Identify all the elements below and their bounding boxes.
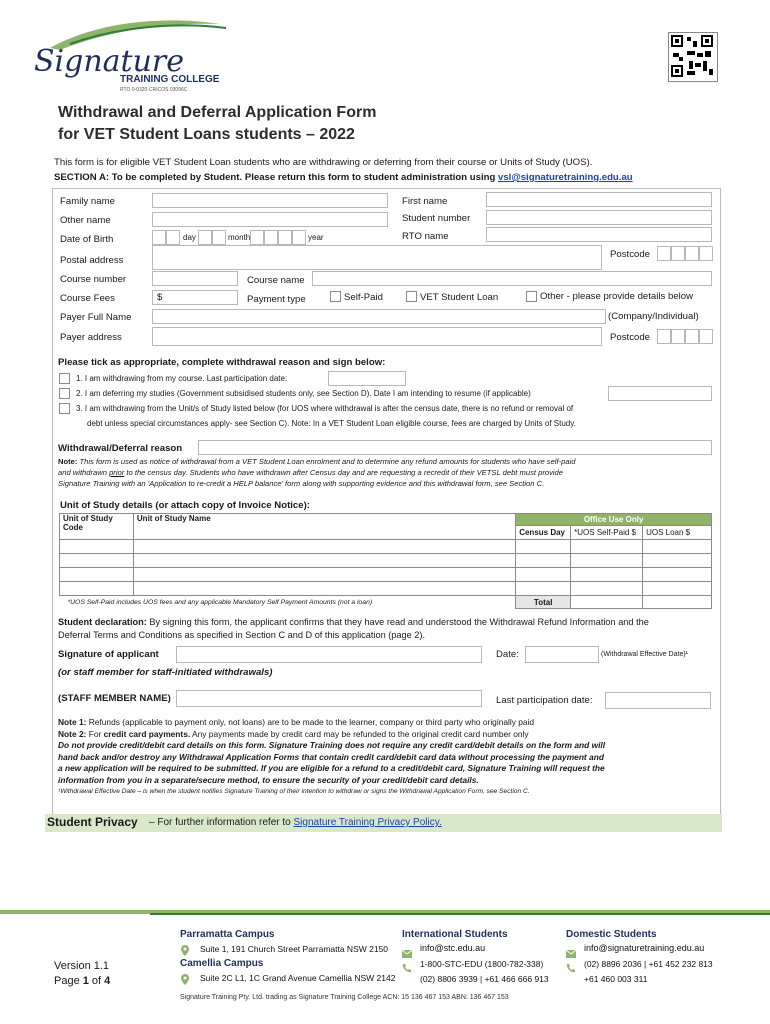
uos-row[interactable] [60,554,712,568]
other-payment-checkbox[interactable] [526,291,537,302]
payer-full-name-field[interactable] [152,309,606,324]
intl-email[interactable]: info@stc.edu.au [420,943,486,953]
dob-month-field-2[interactable] [212,230,226,245]
dob-day-label: day [183,233,196,242]
logo-brand: Signature [34,44,185,79]
note2-label: Note 2: [58,728,87,739]
dob-year-field-2[interactable] [264,230,278,245]
reason-note-prior: prior [109,468,125,477]
domestic-phone-2: +61 460 003 311 [584,974,648,984]
reason-note-line1: This form is used as notice of withdrawal from a VET Student Loan enrolment and to determine any refund amounts for students who have self-paid [77,457,576,466]
page-total: 4 [104,975,111,987]
staff-member-name-field[interactable] [176,690,482,707]
payment-type-label: Payment type [247,294,306,305]
course-name-field[interactable] [312,271,712,286]
census-day-header: Census Day [516,526,571,540]
dob-year-field-3[interactable] [278,230,292,245]
intl-phone: 1-800-STC-EDU (1800-782-338) [420,959,544,969]
note1-text: Refunds (applicable to payment only, not loans) are to be made to the learner, company or third party who originally paid [86,717,535,727]
uos-total-label: Total [516,596,571,609]
reason-note-line3: Signature Training with an 'Application to re-credit a HELP balance' form along with supporting evidence and this withdrawal form, see Section C. [58,479,545,488]
postal-address-field[interactable] [152,245,602,270]
uos-col-code: Unit of Study Code [60,514,134,540]
dollar-sign: $ [157,292,163,303]
privacy-label: Student Privacy [47,815,138,829]
payer-address-label: Payer address [60,332,122,343]
signature-label: Signature of applicant [58,649,159,660]
declaration [58,616,649,642]
logo [30,14,230,94]
student-number-label: Student number [402,213,471,224]
privacy-policy-link[interactable]: Signature Training Privacy Policy. [293,817,442,828]
dob-month-field-1[interactable] [198,230,212,245]
form-title-line2: for VET Student Loans students – 2022 [58,126,355,143]
self-paid-checkbox[interactable] [330,291,341,302]
postcode-field-2[interactable] [671,246,685,261]
first-name-label: First name [402,196,448,207]
family-name-label: Family name [60,196,115,207]
last-participation-field[interactable] [328,371,406,386]
uos-table [59,513,712,609]
postcode-field-4[interactable] [699,246,713,261]
withdraw-course-label: 1. I am withdrawing from my course. Last participation date: [76,374,288,383]
note2-text-a: For [86,728,104,739]
page-of: of [88,975,105,987]
signature-field[interactable] [176,646,482,663]
intl-heading: International Students [402,929,508,940]
student-number-field[interactable] [486,210,712,225]
uos-col-name: Unit of Study Name [133,514,515,540]
uos-row[interactable] [60,540,712,554]
reason-note-label: Note: [58,457,78,466]
company-individual-label: (Company/Individual) [608,311,699,322]
postal-address-label: Postal address [60,255,124,266]
uos-total-self-paid[interactable] [571,596,643,609]
withdraw-course-checkbox[interactable] [59,373,70,384]
declaration-text-2: Deferral Terms and Conditions as specified in Section C and D of this application (page 2). [58,630,426,640]
card-warning-3: a new application will be required to be submitted. If you are eligible for a refund to a credit/debit card, Signature Training will request the [58,763,605,773]
domestic-phone: (02) 8896 2036 | +61 452 232 813 [584,959,713,969]
course-name-label: Course name [247,275,305,286]
reason-field[interactable] [198,440,712,455]
withdraw-uos-checkbox[interactable] [59,403,70,414]
card-warning-2: hand back and/or destroy any Withdrawal Application Forms that contain credit card/debit card data without processing the payment and [58,751,604,762]
staff-note: (or staff member for staff-initiated withdrawals) [58,667,273,678]
parramatta-heading: Parramatta Campus [180,929,275,940]
notes [58,717,605,798]
staff-member-name-label: (STAFF MEMBER NAME) [58,693,171,704]
payer-postcode-field-2[interactable] [671,329,685,344]
course-number-field[interactable] [152,271,238,286]
withdraw-uos-label-1: 3. I am withdrawing from the Unit/s of Study listed below (for UOS where withdrawal is after the census date, there is no refund or removal of [76,404,574,413]
postcode-label: Postcode [610,249,651,260]
qr-code-icon [669,33,715,79]
uos-total-loan[interactable] [643,596,712,609]
effective-date-field[interactable] [525,646,599,663]
reason-note-line2c: to the census day. Students who have withdrawn after Census day and are requesting a recredit of their VETSL debt must provide [124,468,563,477]
dob-label: Date of Birth [60,234,114,245]
domestic-heading: Domestic Students [566,929,657,940]
section-a-label: SECTION A: To be completed by Student. Please return this form to student administration using [54,172,499,183]
course-fees-field[interactable] [152,290,238,305]
reason-label: Withdrawal/Deferral reason [58,443,183,454]
rto-name-field[interactable] [486,227,712,242]
intro-text: This form is for eligible VET Student Loan students who are withdrawing or deferring from their course or Units of Study (UOS). [54,157,593,168]
first-name-field[interactable] [486,192,712,207]
privacy-text: – For further information refer to [149,817,294,828]
payer-postcode-field-4[interactable] [699,329,713,344]
rto-name-label: RTO name [402,231,449,242]
payer-postcode-field-3[interactable] [685,329,699,344]
declaration-text-1: By signing this form, the applicant confirms that they have read and understood the Withdrawal Refund Information and the [146,617,649,627]
page-current: 1 [82,975,89,987]
defer-studies-checkbox[interactable] [59,388,70,399]
section-a-text [54,172,633,183]
reason-note [58,456,575,489]
footer-line-dark [150,913,770,915]
qr-code [668,32,718,82]
uos-self-paid-header: *UOS Self-Paid $ [571,526,643,540]
vet-student-loan-label: VET Student Loan [420,292,499,303]
vet-student-loan-checkbox[interactable] [406,291,417,302]
withdraw-uos-label-2: debt unless special circumstances apply- see Section C). Note: In a VET Student Loan eligible course, fees are charged by Units of Study. [87,419,576,428]
note1-label: Note 1: [58,717,87,727]
other-name-field[interactable] [152,212,388,227]
version-label: Version 1.1 [54,960,110,972]
other-payment-label: Other - please provide details below [540,291,694,302]
uos-loan-header: UOS Loan $ [643,526,712,540]
phone-icon [566,960,575,978]
card-warning-1: Do not provide credit/debit card details on this form. Signature Training does not require any credit card/debit details on the form and will [58,740,606,750]
privacy-bar [45,814,722,832]
logo-rto: RTO 0-0320·CRICOS 03096C [120,87,188,93]
last-participation-date-field[interactable] [605,692,711,709]
dob-year-field-4[interactable] [292,230,306,245]
last-participation-date-label: Last participation date: [496,695,593,706]
location-pin-icon [181,972,189,990]
date-label: Date: [496,649,519,660]
logo-subbrand: TRAINING COLLEGE [120,74,220,85]
uos-row[interactable] [60,582,712,596]
reason-note-line2a: and withdrawn [58,468,110,477]
payer-address-field[interactable] [152,327,602,346]
defer-studies-label: 2. I am deferring my studies (Government subsidised students only, see Section D). Date I am intending to resume (if applicable) [76,389,531,398]
uos-heading: Unit of Study details (or attach copy of Invoice Notice): [60,500,310,511]
dob-month-label: month [228,233,251,242]
office-use-header: Office Use Only [516,514,712,526]
dob-year-label: year [308,233,324,242]
declaration-label: Student declaration: [58,617,147,627]
tick-heading: Please tick as appropriate, complete withdrawal reason and sign below: [58,357,386,368]
family-name-field[interactable] [152,193,388,208]
privacy-text-wrap [149,817,442,828]
course-fees-label: Course Fees [60,293,115,304]
dob-year-field-1[interactable] [250,230,264,245]
payer-postcode-label: Postcode [610,332,651,343]
uos-row[interactable] [60,568,712,582]
domestic-email[interactable]: info@signaturetraining.edu.au [584,943,705,953]
payer-full-name-label: Payer Full Name [60,312,132,323]
note2-text-b: credit card payments. [103,728,191,739]
camellia-address: Suite 2C L1, 1C Grand Avenue Camellia NSW 2142 [200,973,396,983]
card-warning-4: information from you in a separate/secure method, to ensure the security of your credit/debit card details. [58,774,479,785]
effective-date-footnote: ¹Withdrawal Effective Date – is when the student notifies Signature Training of their intention to withdraw or signs the Withdrawal Application Form, see Section C. [58,788,530,795]
postcode-field-1[interactable] [657,246,671,261]
camellia-heading: Camellia Campus [180,958,264,969]
self-paid-label: Self-Paid [344,292,383,303]
legal-line: Signature Training Pty. Ltd. trading as Signature Training College ACN: 15 136 467 153 ABN: 136 467 153 [180,994,509,1001]
phone-icon [402,960,411,978]
payer-postcode-field-1[interactable] [657,329,671,344]
resume-date-field[interactable] [608,386,712,401]
parramatta-address: Suite 1, 191 Church Street Parramatta NSW 2150 [200,944,389,954]
effective-date-label: (Withdrawal Effective Date)¹ [601,651,689,658]
course-number-label: Course number [60,274,127,285]
page-number [54,975,110,987]
admin-email-link[interactable]: vsl@signaturetraining.edu.au [498,172,633,183]
intl-phone-2: (02) 8806 3939 | +61 466 666 913 [420,974,549,984]
note2-text-c: Any payments made by credit card may be refunded to the original credit card number only [190,728,529,739]
dob-day-field-2[interactable] [166,230,180,245]
form-title-line1: Withdrawal and Deferral Application Form [58,104,377,121]
postcode-field-3[interactable] [685,246,699,261]
uos-footnote: *UOS Self-Paid includes UOS fees and any applicable Mandatory Self Payment Amounts (not a loan) [67,598,373,606]
other-name-label: Other name [60,215,111,226]
dob-day-field-1[interactable] [152,230,166,245]
page-prefix: Page [54,975,83,987]
